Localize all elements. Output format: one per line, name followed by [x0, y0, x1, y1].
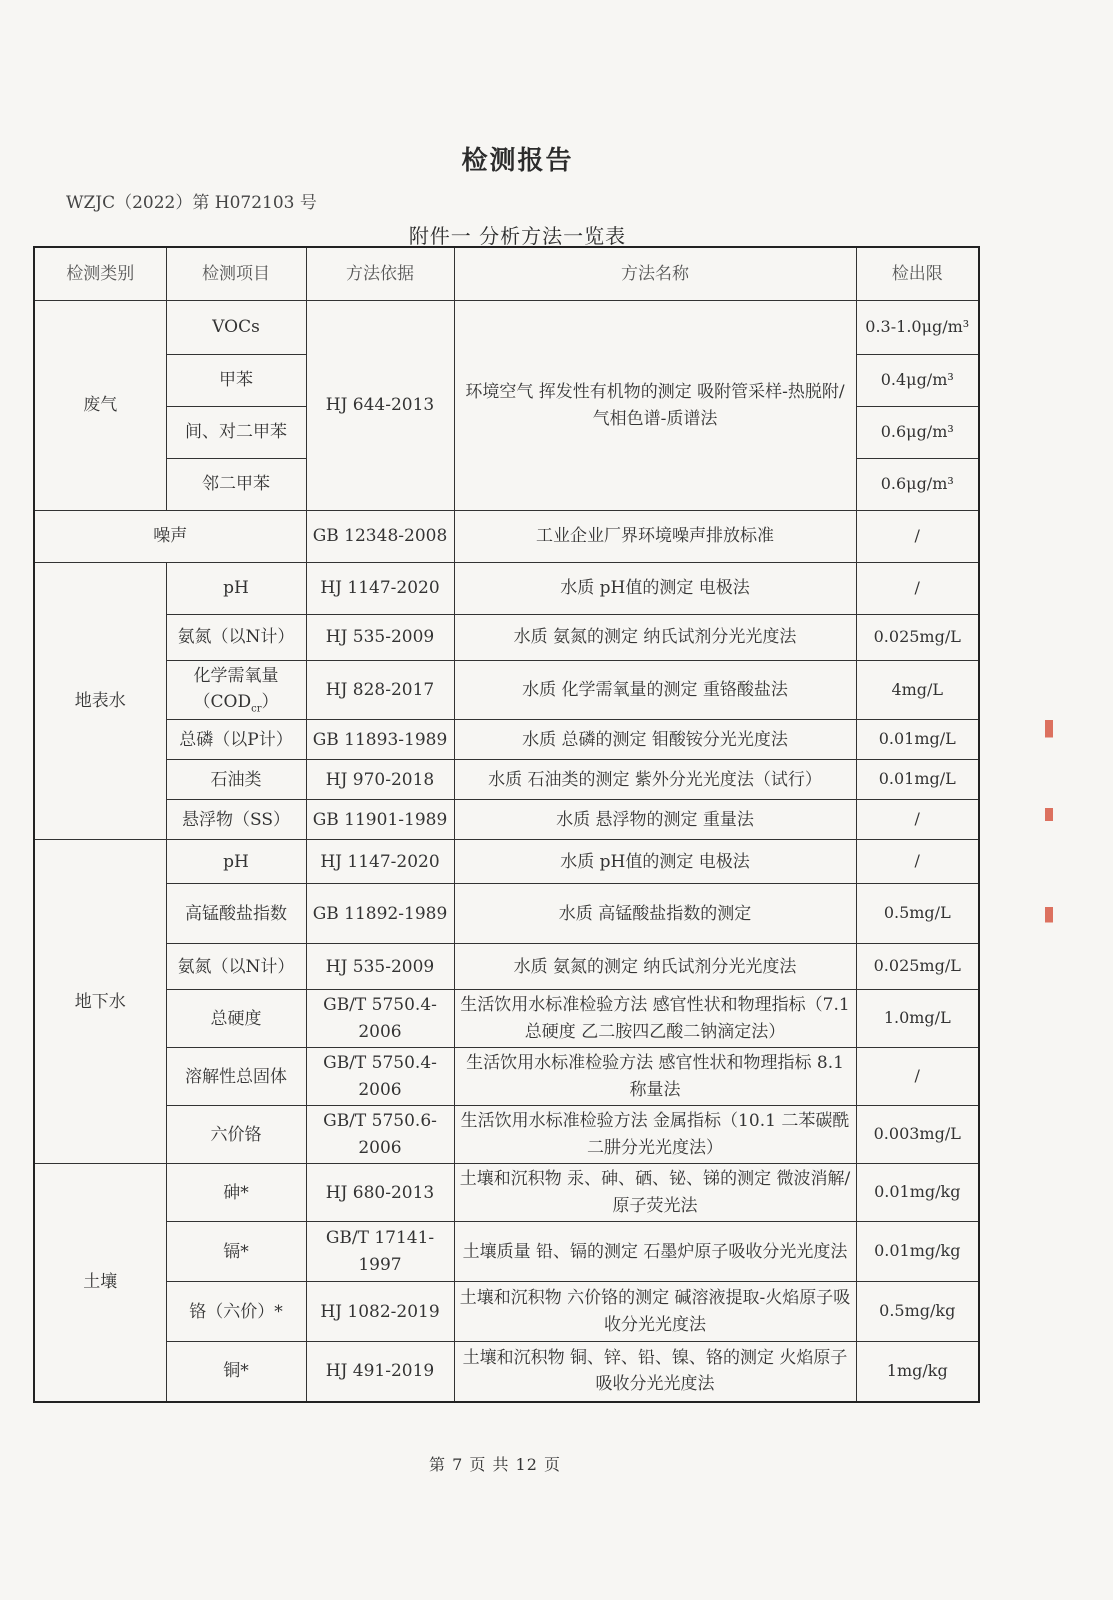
header-item: 检测项目 — [166, 247, 306, 301]
method-cell: 土壤质量 铅、镉的测定 石墨炉原子吸收分光光度法 — [454, 1222, 856, 1282]
method-cell: 土壤和沉积物 汞、砷、硒、铋、锑的测定 微波消解/原子荧光法 — [454, 1164, 856, 1222]
item-cell: 高锰酸盐指数 — [166, 884, 306, 944]
method-cell: 工业企业厂界环境噪声排放标准 — [454, 511, 856, 563]
table-row — [34, 760, 979, 800]
method-cell: 水质 石油类的测定 紫外分光光度法（试行） — [454, 760, 856, 800]
item-cell: 溶解性总固体 — [166, 1048, 306, 1106]
table-row — [34, 720, 979, 760]
item-cell: 邻二甲苯 — [166, 459, 306, 511]
limit-cell: 0.5mg/L — [856, 884, 979, 944]
item-subscript: cr — [251, 703, 262, 715]
standard-cell: GB 12348-2008 — [306, 511, 454, 563]
table-row — [34, 661, 979, 720]
standard-cell: HJ 680-2013 — [306, 1164, 454, 1222]
limit-cell: 0.4μg/m³ — [856, 355, 979, 407]
item-cell: 总磷（以P计） — [166, 720, 306, 760]
limit-cell: 0.01mg/kg — [856, 1222, 979, 1282]
table-header-row — [34, 247, 979, 301]
method-cell: 水质 悬浮物的测定 重量法 — [454, 800, 856, 840]
limit-cell: 1.0mg/L — [856, 990, 979, 1048]
method-cell: 水质 高锰酸盐指数的测定 — [454, 884, 856, 944]
limit-cell: 0.5mg/kg — [856, 1282, 979, 1342]
item-cell: VOCs — [166, 301, 306, 355]
table-row — [34, 511, 979, 563]
limit-cell: / — [856, 563, 979, 615]
item-text-tail: ） — [261, 692, 279, 713]
item-cell: 砷* — [166, 1164, 306, 1222]
method-cell: 水质 氨氮的测定 纳氏试剂分光光度法 — [454, 615, 856, 661]
item-cell: 氨氮（以N计） — [166, 615, 306, 661]
report-number: WZJC（2022）第 H072103 号 — [66, 193, 317, 213]
table-row — [34, 1048, 979, 1106]
item-cell: 镉* — [166, 1222, 306, 1282]
limit-cell: 0.6μg/m³ — [856, 459, 979, 511]
method-cell: 土壤和沉积物 铜、锌、铅、镍、铬的测定 火焰原子吸收分光光度法 — [454, 1342, 856, 1402]
limit-cell: 0.003mg/L — [856, 1106, 979, 1164]
table-row — [34, 1342, 979, 1402]
item-cell: 总硬度 — [166, 990, 306, 1048]
item-cell: 氨氮（以N计） — [166, 944, 306, 990]
table-caption: 附件一 分析方法一览表 — [408, 224, 627, 248]
item-cell: 甲苯 — [166, 355, 306, 407]
header-method: 方法名称 — [454, 247, 856, 301]
limit-cell: 0.3-1.0μg/m³ — [856, 301, 979, 355]
table-row — [34, 1282, 979, 1342]
standard-cell: GB 11892-1989 — [306, 884, 454, 944]
table-row — [34, 990, 979, 1048]
limit-cell: / — [856, 840, 979, 884]
methods-table — [33, 246, 980, 1403]
standard-cell: GB 11893-1989 — [306, 720, 454, 760]
item-cell: pH — [166, 840, 306, 884]
standard-cell: HJ 1082-2019 — [306, 1282, 454, 1342]
limit-cell: 4mg/L — [856, 661, 979, 720]
table-row — [34, 800, 979, 840]
standard-cell: HJ 1147-2020 — [306, 563, 454, 615]
table-row — [34, 1222, 979, 1282]
item-cell: 铜* — [166, 1342, 306, 1402]
standard-cell: GB 11901-1989 — [306, 800, 454, 840]
limit-cell: 0.01mg/L — [856, 720, 979, 760]
table-row — [34, 944, 979, 990]
item-cell: 间、对二甲苯 — [166, 407, 306, 459]
item-cell: 悬浮物（SS） — [166, 800, 306, 840]
standard-cell: HJ 970-2018 — [306, 760, 454, 800]
limit-cell: 0.01mg/kg — [856, 1164, 979, 1222]
standard-cell: GB/T 5750.6-2006 — [306, 1106, 454, 1164]
standard-cell: HJ 1147-2020 — [306, 840, 454, 884]
method-cell: 水质 pH值的测定 电极法 — [454, 563, 856, 615]
limit-cell: 0.025mg/L — [856, 615, 979, 661]
method-cell: 水质 氨氮的测定 纳氏试剂分光光度法 — [454, 944, 856, 990]
category-cell: 地下水 — [34, 840, 166, 1164]
method-cell: 水质 总磷的测定 钼酸铵分光光度法 — [454, 720, 856, 760]
limit-cell: / — [856, 1048, 979, 1106]
table-row — [34, 1164, 979, 1222]
method-cell: 生活饮用水标准检验方法 感官性状和物理指标（7.1 总硬度 乙二胺四乙酸二钠滴定法） — [454, 990, 856, 1048]
method-cell: 生活饮用水标准检验方法 感官性状和物理指标 8.1 称量法 — [454, 1048, 856, 1106]
category-cell: 土壤 — [34, 1164, 166, 1402]
limit-cell: 0.6μg/m³ — [856, 407, 979, 459]
table-row — [34, 840, 979, 884]
limit-cell: 0.01mg/L — [856, 760, 979, 800]
item-text: 化学需氧量（COD — [193, 666, 279, 713]
table-row — [34, 884, 979, 944]
standard-cell: HJ 535-2009 — [306, 615, 454, 661]
stamp-edge-mark — [1045, 720, 1053, 940]
limit-cell: / — [856, 800, 979, 840]
standard-cell: HJ 644-2013 — [306, 301, 454, 511]
page-number-footer: 第 7 页 共 12 页 — [429, 1455, 561, 1474]
standard-cell: GB/T 17141-1997 — [306, 1222, 454, 1282]
standard-cell: GB/T 5750.4-2006 — [306, 990, 454, 1048]
standard-cell: HJ 828-2017 — [306, 661, 454, 720]
method-cell: 土壤和沉积物 六价铬的测定 碱溶液提取-火焰原子吸收分光光度法 — [454, 1282, 856, 1342]
limit-cell: 0.025mg/L — [856, 944, 979, 990]
limit-cell: / — [856, 511, 979, 563]
category-cell: 地表水 — [34, 563, 166, 840]
category-cell: 废气 — [34, 301, 166, 511]
category-cell: 噪声 — [34, 511, 306, 563]
standard-cell: GB/T 5750.4-2006 — [306, 1048, 454, 1106]
item-cell: 石油类 — [166, 760, 306, 800]
item-cell: 铬（六价）* — [166, 1282, 306, 1342]
item-cell: pH — [166, 563, 306, 615]
header-standard: 方法依据 — [306, 247, 454, 301]
table-row — [34, 301, 979, 355]
table-row — [34, 1106, 979, 1164]
method-cell: 环境空气 挥发性有机物的测定 吸附管采样-热脱附/气相色谱-质谱法 — [454, 301, 856, 511]
header-category: 检测类别 — [34, 247, 166, 301]
limit-cell: 1mg/kg — [856, 1342, 979, 1402]
item-cell: 六价铬 — [166, 1106, 306, 1164]
item-cell — [166, 661, 306, 720]
method-cell: 生活饮用水标准检验方法 金属指标（10.1 二苯碳酰二肼分光光度法） — [454, 1106, 856, 1164]
method-cell: 水质 化学需氧量的测定 重铬酸盐法 — [454, 661, 856, 720]
header-limit: 检出限 — [856, 247, 979, 301]
table-row — [34, 563, 979, 615]
method-cell: 水质 pH值的测定 电极法 — [454, 840, 856, 884]
page-title: 检测报告 — [461, 146, 574, 176]
standard-cell: HJ 535-2009 — [306, 944, 454, 990]
table-row — [34, 615, 979, 661]
methods-table-container — [33, 246, 978, 1403]
standard-cell: HJ 491-2019 — [306, 1342, 454, 1402]
